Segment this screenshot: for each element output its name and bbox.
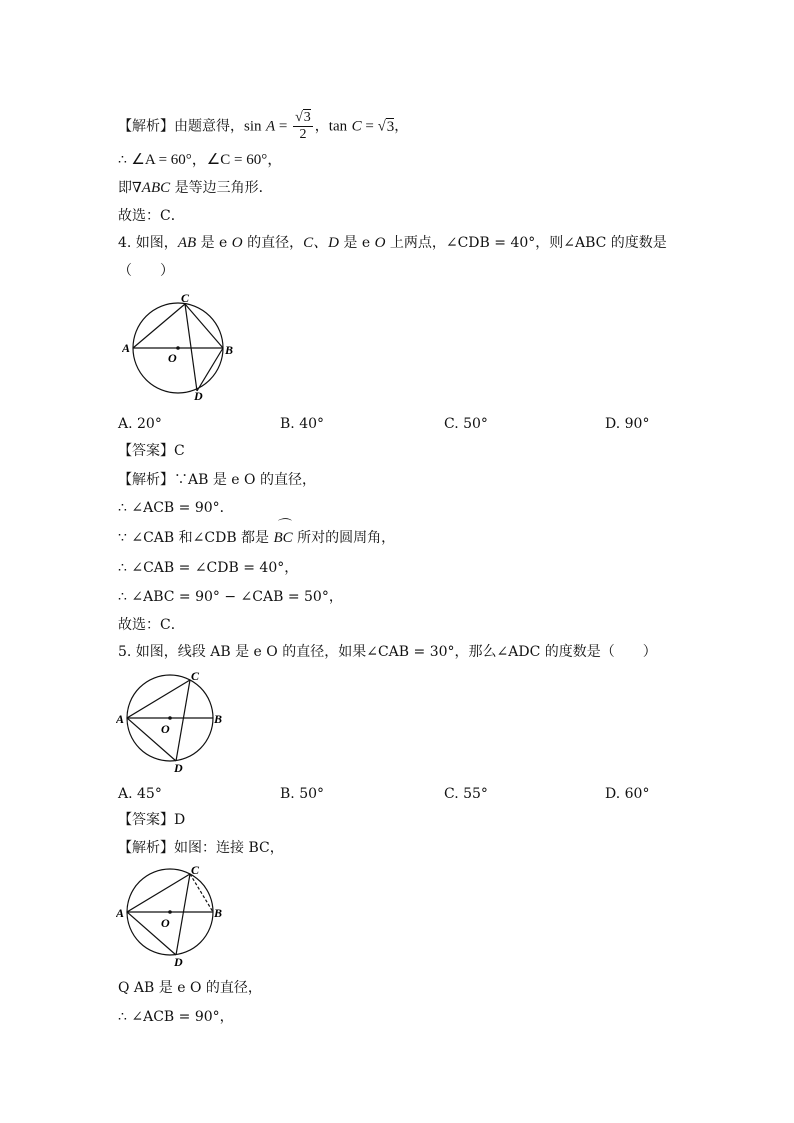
q4-option-d: D. 90° [605, 416, 650, 432]
svg-text:A: A [122, 341, 131, 355]
q5-answer-figure [116, 862, 236, 968]
svg-text:B: B [214, 906, 223, 920]
prev-conclusion: 故选：C． [118, 208, 185, 224]
analysis-label: 【解析】 [118, 118, 174, 135]
svg-text:B: B [214, 712, 223, 726]
q4-option-c: C. 50° [444, 416, 488, 432]
q5-option-b: B. 50° [280, 786, 325, 802]
q5-circle-figure [116, 670, 236, 776]
svg-text:A: A [116, 712, 125, 726]
q5-option-c: C. 55° [444, 786, 488, 802]
svg-text:D: D [174, 761, 183, 775]
fraction-sqrt3-over-2: $\frac{√3}{2}$ [295, 110, 311, 142]
svg-text:O: O [161, 916, 170, 930]
svg-text:C: C [191, 670, 200, 683]
q4-analysis-3: ∵ ∠CAB 和∠CDB 都是 ⌒ BC 所对的圆周角， [118, 528, 395, 548]
svg-text:A: A [116, 906, 125, 920]
q4-option-b: B. 40° [280, 416, 325, 432]
q5-stem: 5. 如图，线段 AB 是 e O 的直径，如果∠CAB = 30°，那么∠ADC 的度数是（ ） [118, 644, 657, 660]
q4-option-a: A. 20° [118, 416, 162, 432]
svg-text:D: D [174, 955, 183, 968]
q5-option-d: D. 60° [605, 786, 650, 802]
q4-analysis-5: ∴ ∠ABC = 90° − ∠CAB = 50°， [118, 589, 343, 605]
q4-circle-figure [122, 292, 242, 404]
prev-analysis-line-2: ∴ ∠A = 60°，∠C = 60°， [118, 152, 283, 168]
q4-analysis-4: ∴ ∠CAB = ∠CDB = 40°， [118, 560, 299, 576]
svg-text:D: D [194, 389, 203, 403]
q5-analysis-3: ∴ ∠ACB = 90°， [118, 1009, 234, 1025]
q4-answer: 【答案】C [118, 443, 185, 459]
prev-analysis-line-3: 即∇ABC 是等边三角形． [118, 180, 273, 196]
q4-stem: 4. 如图，AB 是 e O 的直径，C、D 是 e O 上两点，∠CDB = 40°，则∠ABC 的度数是 [118, 235, 667, 251]
svg-text:O: O [168, 351, 177, 365]
q5-option-a: A. 45° [118, 786, 162, 802]
svg-text:B: B [225, 343, 234, 357]
q4-paren: （ ） [118, 263, 174, 279]
q4-analysis-2: ∴ ∠ACB = 90°． [118, 500, 234, 516]
q4-analysis-1: 【解析】∵AB 是 e O 的直径， [118, 472, 316, 488]
prev-analysis-line-1: 【解析】由题意得，sin A = $\frac{√3}{2}$ ，tan C = √3， [118, 110, 409, 142]
svg-text:C: C [191, 863, 200, 877]
svg-text:O: O [161, 722, 170, 736]
q5-analysis-2: Q AB 是 e O 的直径， [118, 980, 262, 996]
q4-analysis-6: 故选：C． [118, 617, 185, 633]
q5-answer: 【答案】D [118, 812, 186, 828]
svg-text:C: C [181, 292, 190, 305]
q5-analysis-1: 【解析】如图：连接 BC， [118, 840, 284, 856]
